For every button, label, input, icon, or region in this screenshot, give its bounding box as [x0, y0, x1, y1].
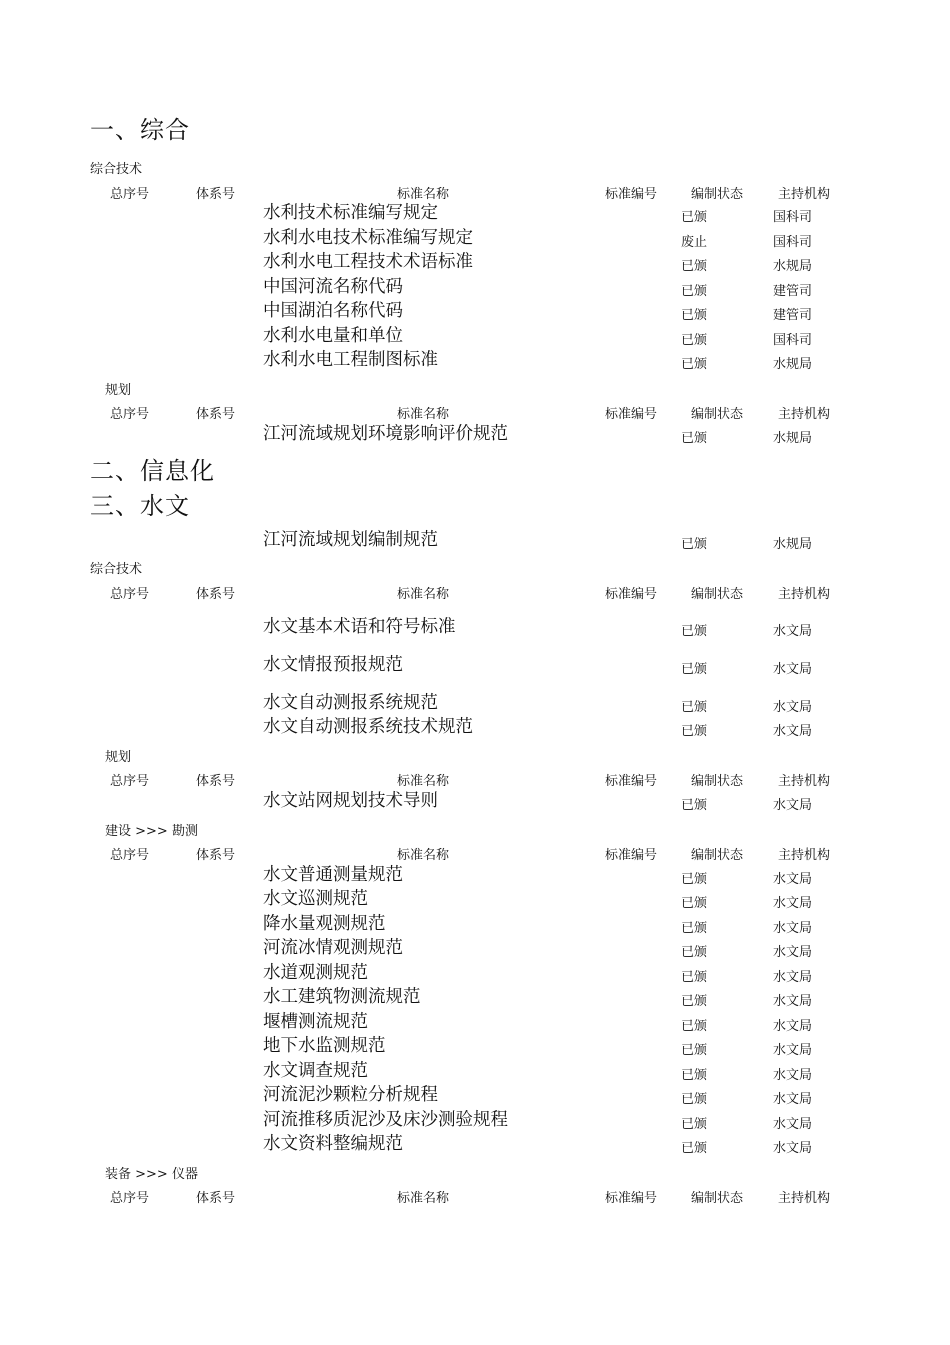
status-text: 已颁 — [681, 970, 708, 985]
status-text: 已颁 — [681, 1019, 708, 1034]
status-text: 已颁 — [681, 798, 708, 813]
standard-name: 河流冰情观测规范 — [263, 938, 403, 958]
heading-shuiwen: 三、水文 — [90, 492, 190, 520]
standard-name: 水利水电工程制图标准 — [263, 350, 438, 370]
status-text: 已颁 — [681, 994, 708, 1009]
column-header-sys: 体系号 — [196, 774, 236, 789]
org-text: 国科司 — [773, 210, 813, 225]
org-text: 水文局 — [773, 994, 813, 1009]
status-text: 已颁 — [681, 284, 708, 299]
org-text: 水文局 — [773, 1019, 813, 1034]
org-text: 水文局 — [773, 970, 813, 985]
standard-name: 水文自动测报系统技术规范 — [263, 717, 473, 737]
status-text: 已颁 — [681, 700, 708, 715]
standard-name: 水文基本术语和符号标准 — [263, 617, 456, 637]
column-header-seq: 总序号 — [110, 774, 150, 789]
column-header-name: 标准名称 — [397, 407, 450, 422]
subheading-zonghe-jishu: 综合技术 — [90, 162, 143, 177]
status-text: 已颁 — [681, 308, 708, 323]
standard-name: 地下水监测规范 — [263, 1036, 386, 1056]
org-text: 水规局 — [773, 537, 813, 552]
status-text: 已颁 — [681, 1068, 708, 1083]
column-header-name: 标准名称 — [397, 187, 450, 202]
status-text: 已颁 — [681, 1043, 708, 1058]
column-header-name: 标准名称 — [397, 848, 450, 863]
status-text: 已颁 — [681, 945, 708, 960]
subheading-shuiwen-guihua: 规划 — [105, 750, 132, 765]
org-text: 水文局 — [773, 921, 813, 936]
status-text: 已颁 — [681, 333, 708, 348]
org-text: 国科司 — [773, 333, 813, 348]
status-text: 已颁 — [681, 921, 708, 936]
standard-name: 江河流域规划环境影响评价规范 — [263, 424, 508, 444]
subheading-shuiwen-jishu: 综合技术 — [90, 562, 143, 577]
column-header-code: 标准编号 — [605, 848, 658, 863]
standard-name: 水文站网规划技术导则 — [263, 791, 438, 811]
column-header-code: 标准编号 — [605, 587, 658, 602]
column-header-sys: 体系号 — [196, 587, 236, 602]
standard-name: 江河流域规划编制规范 — [263, 530, 438, 550]
standard-name: 水文普通测量规范 — [263, 865, 403, 885]
heading-zonghe: 一、综合 — [90, 116, 190, 144]
standard-name: 水利水电量和单位 — [263, 326, 403, 346]
column-header-sys: 体系号 — [196, 848, 236, 863]
org-text: 水文局 — [773, 624, 813, 639]
standard-name: 中国河流名称代码 — [263, 277, 403, 297]
status-text: 已颁 — [681, 1117, 708, 1132]
status-text: 已颁 — [681, 210, 708, 225]
org-text: 水文局 — [773, 1043, 813, 1058]
org-text: 水文局 — [773, 1068, 813, 1083]
heading-xinxihua: 二、信息化 — [90, 457, 215, 485]
org-text: 水文局 — [773, 1117, 813, 1132]
standard-name: 河流泥沙颗粒分析规程 — [263, 1085, 438, 1105]
column-header-sys: 体系号 — [196, 187, 236, 202]
org-text: 建管司 — [773, 284, 813, 299]
column-header-seq: 总序号 — [110, 1191, 150, 1206]
column-header-org: 主持机构 — [778, 1191, 831, 1206]
org-text: 国科司 — [773, 235, 813, 250]
status-text: 已颁 — [681, 1141, 708, 1156]
status-text: 已颁 — [681, 724, 708, 739]
column-header-code: 标准编号 — [605, 187, 658, 202]
status-text: 已颁 — [681, 624, 708, 639]
column-header-org: 主持机构 — [778, 407, 831, 422]
column-header-status: 编制状态 — [691, 587, 744, 602]
column-header-seq: 总序号 — [110, 187, 150, 202]
standard-name: 水利水电技术标准编写规定 — [263, 228, 473, 248]
column-header-org: 主持机构 — [778, 587, 831, 602]
column-header-name: 标准名称 — [397, 1191, 450, 1206]
org-text: 水文局 — [773, 662, 813, 677]
column-header-status: 编制状态 — [691, 407, 744, 422]
standard-name: 堰槽测流规范 — [263, 1012, 368, 1032]
column-header-sys: 体系号 — [196, 1191, 236, 1206]
column-header-org: 主持机构 — [778, 187, 831, 202]
column-header-status: 编制状态 — [691, 848, 744, 863]
standard-name: 水利水电工程技术术语标准 — [263, 252, 473, 272]
org-text: 水文局 — [773, 1092, 813, 1107]
column-header-org: 主持机构 — [778, 774, 831, 789]
status-text: 已颁 — [681, 537, 708, 552]
status-text: 已颁 — [681, 872, 708, 887]
column-header-status: 编制状态 — [691, 774, 744, 789]
subheading-shuiwen-yiqi: 装备 >>> 仪器 — [105, 1167, 198, 1182]
standard-name: 河流推移质泥沙及床沙测验规程 — [263, 1110, 508, 1130]
subheading-zonghe-guihua: 规划 — [105, 383, 132, 398]
org-text: 水文局 — [773, 872, 813, 887]
standard-name: 中国湖泊名称代码 — [263, 301, 403, 321]
column-header-name: 标准名称 — [397, 774, 450, 789]
status-text: 已颁 — [681, 1092, 708, 1107]
status-text: 已颁 — [681, 259, 708, 274]
column-header-seq: 总序号 — [110, 587, 150, 602]
org-text: 水文局 — [773, 798, 813, 813]
standard-name: 水文调查规范 — [263, 1061, 368, 1081]
standard-name: 水道观测规范 — [263, 963, 368, 983]
column-header-code: 标准编号 — [605, 774, 658, 789]
standard-name: 水文资料整编规范 — [263, 1134, 403, 1154]
status-text: 废止 — [681, 235, 708, 250]
column-header-status: 编制状态 — [691, 1191, 744, 1206]
column-header-status: 编制状态 — [691, 187, 744, 202]
subheading-shuiwen-kance: 建设 >>> 勘测 — [105, 824, 198, 839]
column-header-seq: 总序号 — [110, 848, 150, 863]
column-header-org: 主持机构 — [778, 848, 831, 863]
standard-name: 水利技术标准编写规定 — [263, 203, 438, 223]
status-text: 已颁 — [681, 662, 708, 677]
org-text: 建管司 — [773, 308, 813, 323]
org-text: 水文局 — [773, 896, 813, 911]
standard-name: 水文巡测规范 — [263, 889, 368, 909]
org-text: 水规局 — [773, 259, 813, 274]
org-text: 水规局 — [773, 357, 813, 372]
status-text: 已颁 — [681, 357, 708, 372]
column-header-sys: 体系号 — [196, 407, 236, 422]
column-header-seq: 总序号 — [110, 407, 150, 422]
org-text: 水文局 — [773, 945, 813, 960]
status-text: 已颁 — [681, 896, 708, 911]
org-text: 水文局 — [773, 724, 813, 739]
column-header-name: 标准名称 — [397, 587, 450, 602]
column-header-code: 标准编号 — [605, 407, 658, 422]
standard-name: 水文情报预报规范 — [263, 655, 403, 675]
column-header-code: 标准编号 — [605, 1191, 658, 1206]
org-text: 水文局 — [773, 1141, 813, 1156]
status-text: 已颁 — [681, 431, 708, 446]
standard-name: 降水量观测规范 — [263, 914, 386, 934]
standard-name: 水工建筑物测流规范 — [263, 987, 421, 1007]
org-text: 水文局 — [773, 700, 813, 715]
org-text: 水规局 — [773, 431, 813, 446]
standard-name: 水文自动测报系统规范 — [263, 693, 438, 713]
